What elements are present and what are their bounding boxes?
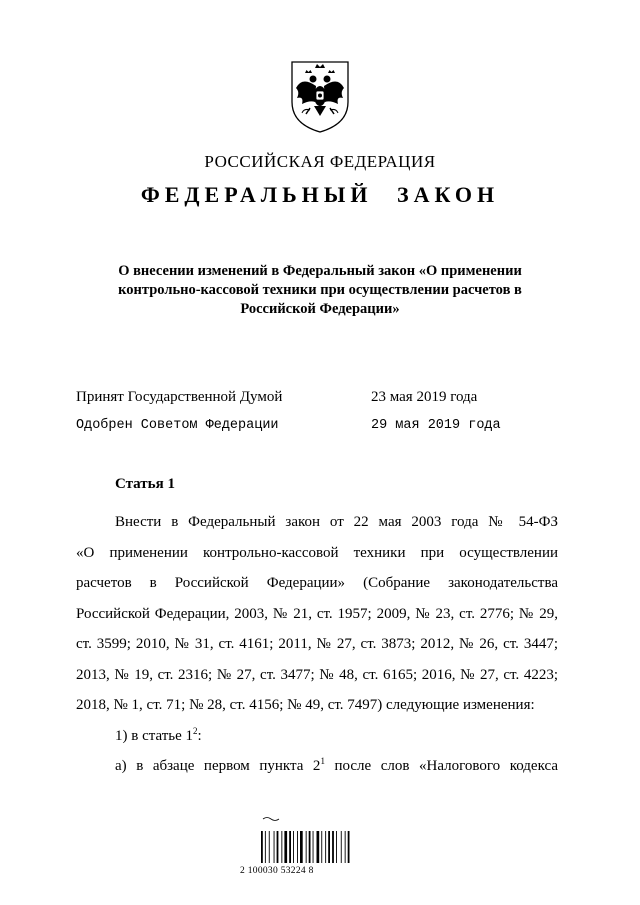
item-1a-suffix: после слов «Налогового кодекса [324,758,558,774]
barcode-bar [321,831,322,863]
item-1a-prefix: а) в абзаце первом пункта 2 [115,758,321,774]
barcode-bar [348,831,350,863]
council-date: 29 мая 2019 года [371,418,501,433]
law-title: О внесении изменений в Федеральный закон «О применении контрольно-кассовой техники при осуществлении расчетов в Российской Федерации» [118,263,522,317]
intro-line: 2013, № 19, ст. 2316; № 27, ст. 3477; № 48, ст. 6165; 2016, № 27, ст. 4223; [76,666,558,683]
intro-line: ст. 3599; 2010, № 31, ст. 4161; 2011, № 27, ст. 3873; 2012, № 26, ст. 3447; [76,636,558,652]
barcode-bar [317,831,320,863]
barcode-bar [281,831,282,863]
article-body [76,507,558,782]
barcode-bar [345,831,346,863]
barcode-bar [325,831,326,863]
barcode-bar [284,831,287,863]
barcode-bar [265,831,266,863]
intro-line: «О применении контрольно-кассовой техники при осуществлении [76,544,558,561]
barcode-bar [306,831,307,863]
barcode-bar [332,831,334,863]
item-1-prefix: 1) в статье 1 [115,727,194,744]
duma-date: 23 мая 2019 года [371,389,478,405]
adoption-council-row [76,418,576,433]
duma-label: Принят Государственной Думой [76,389,283,405]
article-heading: Статья 1 [115,476,175,492]
council-label: Одобрен Советом Федерации [76,418,279,433]
barcode-bar [336,831,337,863]
document-type: ФЕДЕРАЛЬНЫЙ ЗАКОН [140,182,500,207]
barcode-bar [289,831,291,863]
item-1-suffix: : [197,727,202,744]
barcode-bar [261,831,263,863]
barcode-bar [277,831,279,863]
intro-line: расчетов в Российской Федерации» (Собрание законодательства [76,575,558,591]
barcode-bar [300,831,303,863]
country-name: РОССИЙСКАЯ ФЕДЕРАЦИЯ [204,152,436,171]
barcode-bar [341,831,342,863]
barcode-bar [293,831,294,863]
intro-line: 2018, № 1, ст. 71; № 28, ст. 4156; № 49, ст. 7497) следующие изменения: [76,697,535,713]
item-1a-sup: 1 [320,756,325,766]
barcode-bar [269,831,270,863]
intro-line: Внести в Федеральный закон от 22 мая 2003 года № 54-ФЗ [115,514,558,530]
barcode-bar [274,831,275,863]
barcode-bar [297,831,298,863]
coat-of-arms-icon [288,58,352,134]
item-1a [76,751,558,782]
item-1-sup: 2 [193,725,198,736]
intro-line: Российской Федерации, 2003, № 21, ст. 1957; 2009, № 23, ст. 2776; № 29, [76,605,558,622]
adoption-duma-row [76,389,576,406]
barcode-bar [328,831,330,863]
item-1 [76,721,558,752]
barcode-bar [313,831,314,863]
barcode-bar [309,831,311,863]
barcode-digits: 2 100030 53224 8 [240,866,314,876]
